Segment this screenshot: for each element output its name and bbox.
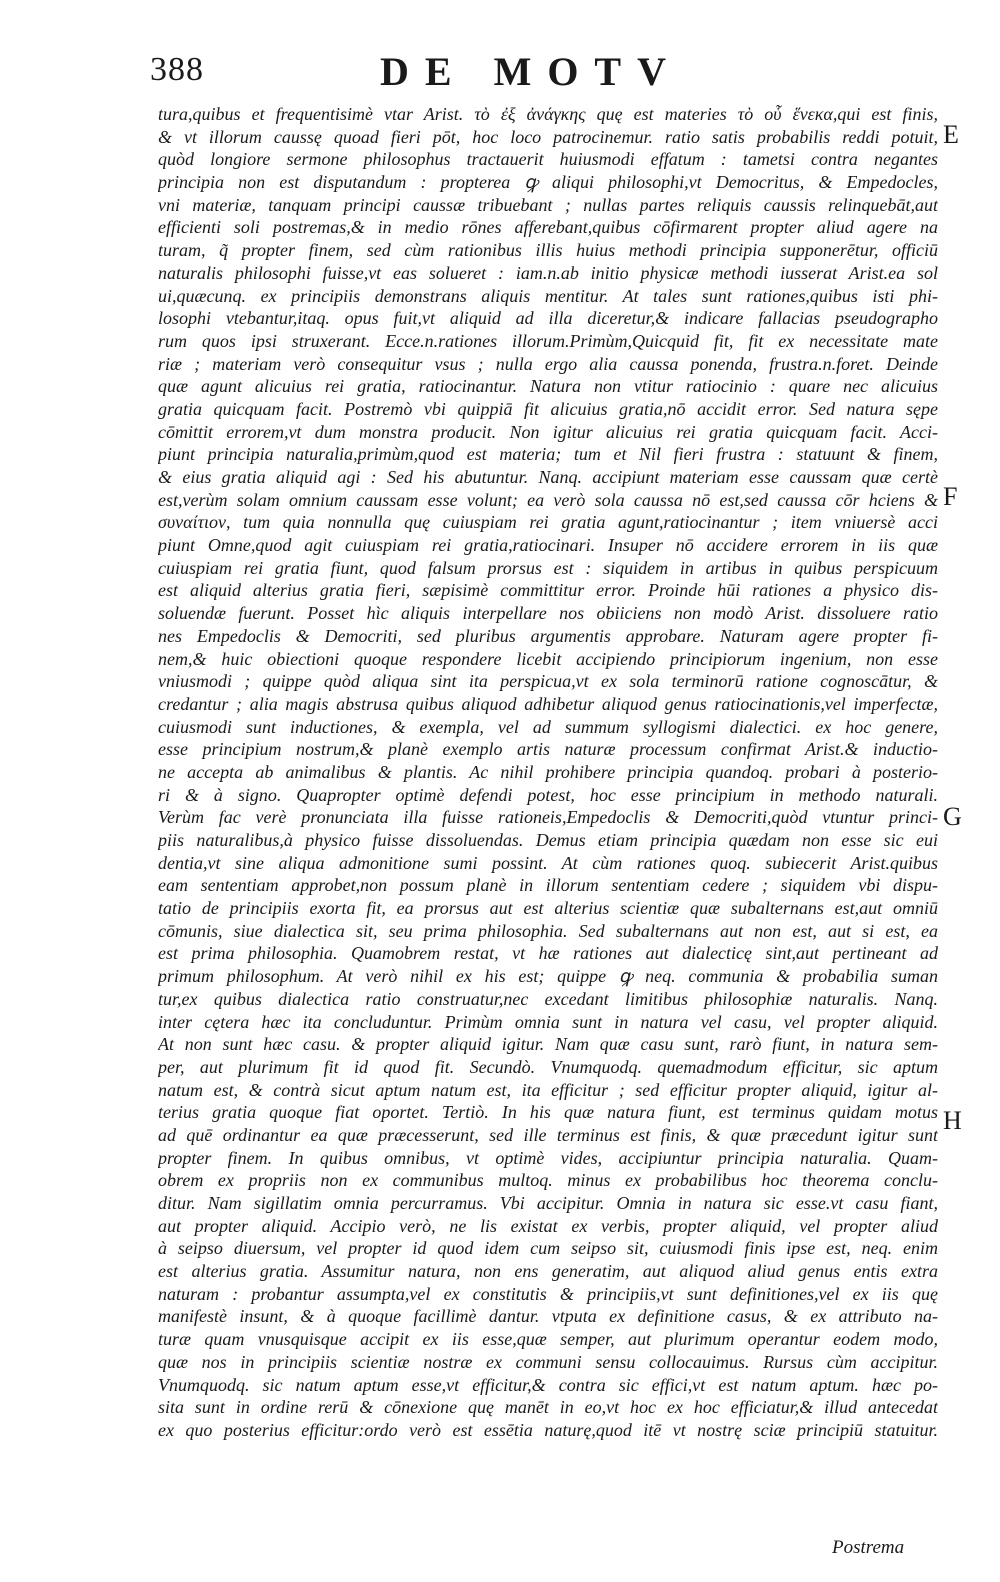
text-line: naturalis philosophi fuisse,vt eas solueret : iam.n.ab initio physicæ methodi iusserat Arist.ea sol	[158, 262, 938, 283]
text-line: At non sunt hæc casu. & propter aliquid igitur. Nam quæ casu sunt, rarò fiunt, in natura sem-	[158, 1034, 938, 1055]
text-line: est alterius gratia. Assumitur natura, non ens generatim, aut aliquod aliud genus entis extra	[158, 1261, 938, 1282]
text-line: est prima philosophia. Quamobrem restat, vt hæ rationes aut dialecticę sint,aut pertineant ad	[158, 943, 938, 964]
text-line: est,verùm solam omnium caussam esse volunt; ea verò sola caussa nō est,sed caussa cōr hciens &	[158, 489, 938, 510]
text-line: ri & à signo. Quapropter optimè defendi potest, hoc esse principium in methodo naturali.	[158, 784, 938, 805]
text-line: piunt principia naturalia,primùm,quod est materia; tum et Nil fieri frustra : statuunt & finem,	[158, 444, 938, 465]
text-line: soluendæ fuerunt. Posset hìc aliquis interpellare nos obiiciens non modò Arist. dissoluere ratio	[158, 603, 938, 624]
text-line: propter finem. In quibus omnibus, vt optimè vides, accipiuntur principia naturalia. Quam-	[158, 1147, 938, 1168]
text-line: ad quē ordinantur ea quæ præcesserunt, sed ille terminus est finis, & quæ præcedunt igitur sunt	[158, 1124, 938, 1145]
text-line: primum philosophum. At verò nihil ex his est; quippe ꝙ neq. communia & probabilia suman	[158, 966, 938, 987]
text-line: cōmunis, siue dialectica sit, seu prima philosophia. Sed subalternans aut non est, aut si est, ea	[158, 920, 938, 941]
text-line: tatio de principiis exorta fit, ea prorsus aut est alterius scientiæ quæ subalternans est,aut omniū	[158, 898, 938, 919]
text-line: turam, q̃ propter finem, sed cùm rationibus illis huius methodi principia supponerētur, officiū	[158, 240, 938, 261]
text-line: sita sunt in ordine rerū & cōnexione quę manēt in eo,vt hoc ex hoc efficiatur,& illud antecedat	[158, 1397, 938, 1418]
text-line: rum quos ipsi struxerant. Ecce.n.rationes illorum.Primùm,Quicquid fit, fit ex necessitate mate	[158, 330, 938, 351]
text-line: vni materiæ, tanquam principi caussæ tribuebant ; nullas partes reliquis caussis relinquebāt,aut	[158, 194, 938, 215]
text-line: esse principium nostrum,& planè exemplo artis naturæ processum confirmat Arist.& inductio-	[158, 739, 938, 760]
text-line: cuiusmodi sunt inductiones, & exempla, vel ad summum syllogismi dialectici. ex hoc genere,	[158, 716, 938, 737]
margin-letter-f: F	[943, 482, 958, 511]
text-line: ui,quæcunq. ex principiis demonstrans aliquis mentitur. At tales sunt rationes,quibus isti phi-	[158, 285, 938, 306]
text-line: quæ agunt alicuius rei gratia, ratiocinantur. Natura non vtitur ratiocinio : quare nec alicuius	[158, 376, 938, 397]
text-line: ex quo posterius efficitur:ordo verò est essētia naturę,quod itē vt nostrę sciæ principiū statuitur.	[158, 1419, 938, 1440]
text-line: est aliquid alterius gratia fieri, sæpisimè committitur error. Proinde hūi rationes a physico dis-	[158, 580, 938, 601]
text-line: quæ nos in principiis scientiæ nostræ ex communi sensu collocauimus. Rursus cùm accipitur.	[158, 1351, 938, 1372]
text-line: losophi vtebantur,itaq. opus fuit,vt aliquid ad illa diceretur,& indicare fallacias pseudographo	[158, 308, 938, 329]
margin-letter-h: H	[943, 1106, 962, 1135]
text-line: & eius gratia aliquid agi : Sed his abutuntur. Nanq. accipiunt materiam esse caussam quæ certè	[158, 467, 938, 487]
text-line: tur,ex quibus dialectica ratio construatur,nec excedant limitibus philosophiæ naturalis. Nanq.	[158, 988, 938, 1009]
text-line: nes Empedoclis & Democriti, sed pluribus argumentis approbare. Naturam agere propter fi-	[158, 625, 938, 646]
text-line: ditur. Nam sigillatim omnia percurramus. Vbi accipitur. Omnia in natura sic esse.vt casu fiant,	[158, 1193, 938, 1213]
text-line: eam sententiam approbet,non possum planè in illorum sententiam cedere ; siquidem vbi dispu-	[158, 875, 938, 896]
margin-letter-e: E	[943, 120, 959, 149]
text-body	[158, 103, 938, 1442]
text-line: inter cętera hæc ita concluduntur. Primùm omnia sunt in natura vel casu, vel propter aliquid.	[158, 1011, 938, 1032]
text-line: naturam : probantur assumpta,vel ex constitutis & principiis,vt sunt definitiones,vel ex iis quę	[158, 1283, 938, 1304]
text-line: credantur ; alia magis abstrusa quibus aliquod adhibetur aliquod genus ratiocinationis,vel imperfectæ,	[158, 693, 938, 714]
text-line: quòd longiore sermone philosophus tractauerit huiusmodi effatum : tametsi contra negantes	[158, 149, 938, 170]
text-line: cōmittit errorem,vt dum monstra producit. Non igitur alicuius rei gratia quicquam facit. Acci-	[158, 421, 938, 442]
text-line: cuiuspiam rei gratia fiunt, quod falsum prorsus est : siquidem in artibus in quibus perspicuum	[158, 557, 938, 578]
text-line: piunt Omne,quod agit cuiuspiam rei gratia,ratiocinari. Insuper nō accidere errorem in iis quæ	[158, 535, 938, 556]
catchword: Postrema	[832, 1537, 905, 1558]
text-line: συναίτιον, tum quia nonnulla quę cuiuspiam rei gratia agunt,ratiocinantur ; item vniuersè acci	[158, 512, 938, 533]
text-line: dentia,vt sine aliqua admonitione sumi possint. At cùm rationes quoq. subiecerit Arist.quibus	[158, 852, 938, 873]
text-line: aut propter aliquid. Accipio verò, ne lis existat ex verbis, propter aliquid, vel propter aliud	[158, 1215, 938, 1236]
text-line: piis naturalibus,à physico fuisse dissoluendas. Demus etiam principia quædam non esse sic eui	[158, 830, 938, 850]
text-line: natum est, & contrà sicut aptum natum est, ita efficitur ; sed efficitur propter aliquid, igitur al-	[158, 1079, 938, 1100]
text-line: principia non est disputandum : propterea ꝙ aliqui philosophi,vt Democritus, & Empedocles,	[158, 172, 938, 193]
running-title: DE MOTV	[380, 49, 682, 94]
text-line: riæ ; materiam verò consequitur vsus ; nulla ergo alia caussa ponenda, frustra.n.foret. Deinde	[158, 353, 938, 374]
text-line: tura,quibus et frequentisimè vtar Arist. τὸ ἐξ ἀνάγκης quę est materies τὸ οὗ ἕνεκα,qui est finis,	[158, 104, 938, 124]
page-header	[150, 50, 930, 100]
text-line: manifestè insunt, & à quoque facillimè dantur. vtputa ex definitione casus, & ex attributo na-	[158, 1306, 938, 1327]
text-line: nem,& huic obiectioni quoque respondere licebit accipiendo principiorum ingenium, non esse	[158, 648, 938, 669]
margin-letter-g: G	[943, 802, 962, 831]
text-line: Verùm fac verè pronunciata illa fuisse rationeis,Empedoclis & Democriti,quòd vtuntur princi-	[158, 807, 938, 828]
text-line: & vt illorum caussę quoad fieri pōt, hoc loco patrocinemur. ratio satis probabilis reddi potuit,	[158, 126, 938, 147]
text-line: per, aut plurimum fit id quod fit. Secundò. Vnumquodq. quemadmodum efficitur, sic aptum	[158, 1056, 938, 1077]
text-line: ne accepta ab animalibus & plantis. Ac nihil prohibere principia quandoq. probari à posterio-	[158, 761, 938, 782]
page-number: 388	[150, 51, 204, 88]
text-line: vniusmodi ; quippe quòd aliqua sint ita perspicua,vt ex sola terminorū ratione cognoscātur, &	[158, 671, 938, 692]
text-line: efficienti soli postremas,& in medio rōnes afferebant,quibus cōfirmarent propter aliud agere na	[158, 217, 938, 238]
text-line: Vnumquodq. sic natum aptum esse,vt efficitur,& contra sic effici,vt est natum aptum. hæc po-	[158, 1374, 938, 1395]
text-line: obrem ex propriis non ex communibus multoq. minus ex probabilibus hoc theorema conclu-	[158, 1170, 938, 1191]
text-line: terius gratia quoque fiat oportet. Tertiò. In his quæ natura fiunt, est terminus quidam motus	[158, 1102, 938, 1123]
text-line: turæ quam vnusquisque accipit ex iis esse,quæ semper, aut plurimum operantur eodem modo,	[158, 1329, 938, 1350]
text-line: à seipso diuersum, vel propter id quod idem cum seipso sit, cuiusmodi finis ipse est, neq. enim	[158, 1238, 938, 1259]
text-line: gratia quicquam facit. Postremò vbi quippiā fit alicuius gratia,nō accidit error. Sed natura sępe	[158, 398, 938, 419]
